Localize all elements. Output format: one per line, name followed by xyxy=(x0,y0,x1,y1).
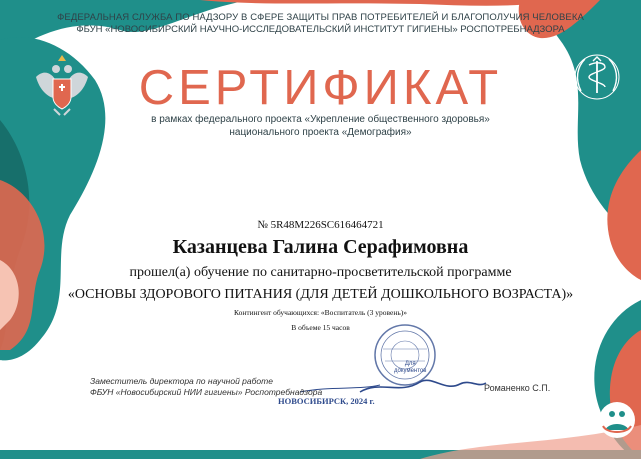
signer-role-line1: Заместитель директора по научной работе xyxy=(90,376,273,386)
stamp-label-1: Для xyxy=(404,361,416,367)
agency-name-line1: ФЕДЕРАЛЬНАЯ СЛУЖБА ПО НАДЗОРУ В СФЕРЕ ЗАЩИТЫ ПРАВ ПОТРЕБИТЕЛЕЙ И БЛАГОПОЛУЧИЯ ЧЕЛОВЕКА xyxy=(57,12,584,23)
program-name: «ОСНОВЫ ЗДОРОВОГО ПИТАНИЯ (ДЛЯ ДЕТЕЙ ДОШКОЛЬНОГО ВОЗРАСТА)» xyxy=(67,287,574,302)
project-line2: национального проекта «Демография» xyxy=(229,127,412,138)
completion-text: прошел(а) обучение по санитарно-просветительской программе xyxy=(129,265,512,280)
stamp-label-2: документов xyxy=(394,368,427,374)
handwritten-signature xyxy=(360,380,486,392)
contingent-text: Контингент обучающихся: «Воспитатель (3 уровень)» xyxy=(233,308,408,317)
certificate-title: СЕРТИФИКАТ xyxy=(138,61,503,115)
hours-volume: В объеме 15 часов xyxy=(291,323,350,332)
certificate-number: № 5R48M226SC616464721 xyxy=(257,219,384,231)
project-line1: в рамках федерального проекта «Укрепление общественного здоровья» xyxy=(151,114,490,125)
city-year: НОВОСИБИРСК, 2024 г. xyxy=(278,396,375,406)
stamp-caption xyxy=(394,361,426,375)
people-hands-icon xyxy=(599,402,635,438)
round-stamp xyxy=(375,325,435,385)
signer-role-line2: ФБУН «Новосибирский НИИ гигиены» Роспотребнадзора xyxy=(90,387,323,397)
top-coral-strip xyxy=(200,0,560,6)
agency-name-line2: ФБУН «НОВОСИБИРСКИЙ НАУЧНО-ИССЛЕДОВАТЕЛЬСКИЙ ИНСТИТУТ ГИГИЕНЫ» РОСПОТРЕБНАДЗОРА xyxy=(76,24,565,35)
recipient-name: Казанцева Галина Серафимовна xyxy=(172,236,469,258)
signer-name: Романенко С.П. xyxy=(484,383,551,393)
